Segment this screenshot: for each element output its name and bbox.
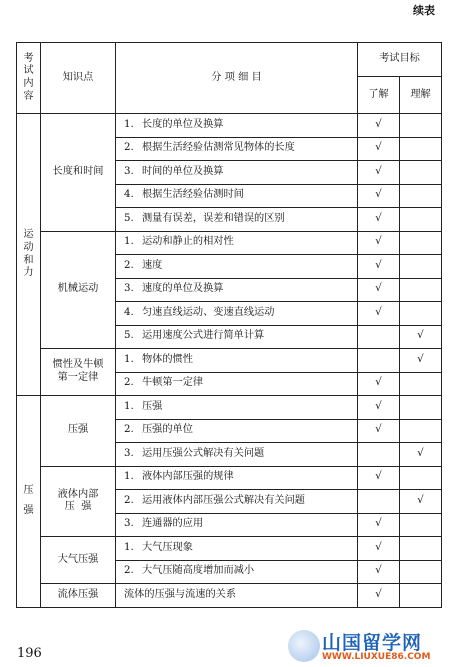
detail-cell	[116, 419, 358, 443]
understand-cell	[358, 490, 400, 514]
detail-cell	[116, 325, 358, 349]
understand-cell: √	[358, 466, 400, 490]
item-text: 运用速度公式进行简单计算	[142, 330, 265, 342]
item-number: 2.	[124, 259, 134, 271]
knowledge-liquid-pressure: 液体内部 压 强	[41, 466, 116, 537]
comprehend-cell	[400, 466, 442, 490]
understand-cell: √	[358, 560, 400, 584]
header-knowledge-point: 知识点	[41, 43, 116, 114]
detail-cell	[116, 278, 358, 302]
comprehend-cell	[400, 184, 442, 208]
detail-cell	[116, 161, 358, 185]
detail-cell	[116, 137, 358, 161]
table-row	[17, 349, 442, 373]
comprehend-cell	[400, 584, 442, 608]
item-number: 1.	[124, 236, 134, 248]
comprehend-cell	[400, 208, 442, 232]
comprehend-cell	[400, 231, 442, 255]
table-row	[17, 537, 442, 561]
comprehend-cell: √	[400, 325, 442, 349]
knowledge-length-time: 长度和时间	[41, 114, 116, 232]
item-text: 连通器的应用	[142, 518, 204, 530]
item-text: 匀速直线运动、变速直线运动	[142, 306, 275, 318]
header-comprehend: 理解	[400, 77, 442, 114]
detail-cell	[116, 208, 358, 232]
item-number: 5.	[124, 330, 134, 342]
comprehend-cell	[400, 137, 442, 161]
understand-cell: √	[358, 208, 400, 232]
understand-cell: √	[358, 278, 400, 302]
header-exam-target: 考试目标	[358, 43, 442, 77]
item-number: 1.	[124, 400, 134, 412]
understand-cell: √	[358, 302, 400, 326]
item-text: 速度	[142, 259, 163, 271]
detail-cell	[116, 490, 358, 514]
item-number: 3.	[124, 447, 134, 459]
item-text: 压强	[142, 400, 163, 412]
comprehend-cell	[400, 161, 442, 185]
item-text: 流体的压强与流速的关系	[124, 588, 237, 600]
item-number: 5.	[124, 212, 134, 224]
detail-cell	[116, 114, 358, 138]
detail-cell	[116, 537, 358, 561]
item-text: 时间的单位及换算	[142, 165, 224, 177]
item-text: 压强的单位	[142, 424, 193, 436]
item-text: 测量有误差，误差和错误的区别	[142, 212, 285, 224]
understand-cell	[358, 325, 400, 349]
comprehend-cell	[400, 372, 442, 396]
item-number: 2.	[124, 424, 134, 436]
item-number: 4.	[124, 306, 134, 318]
watermark-url: WWW.LIUXUE86.COM	[322, 652, 431, 662]
item-number: 1.	[124, 471, 134, 483]
detail-cell	[116, 396, 358, 420]
detail-cell	[116, 184, 358, 208]
knowledge-pressure: 压强	[41, 396, 116, 467]
comprehend-cell	[400, 560, 442, 584]
category-motion-force: 运 动 和 力	[17, 114, 41, 396]
header-category: 考 试 内 容	[17, 43, 41, 114]
detail-cell	[116, 584, 358, 608]
item-text: 根据生活经验估测常见物体的长度	[142, 142, 295, 154]
comprehend-cell	[400, 114, 442, 138]
detail-cell	[116, 443, 358, 467]
detail-cell	[116, 372, 358, 396]
comprehend-cell	[400, 302, 442, 326]
globe-icon	[288, 630, 320, 662]
comprehend-cell	[400, 255, 442, 279]
item-text: 运动和静止的相对性	[142, 236, 234, 248]
detail-cell	[116, 513, 358, 537]
understand-cell	[358, 443, 400, 467]
item-text: 液体内部压强的规律	[142, 471, 234, 483]
understand-cell: √	[358, 114, 400, 138]
understand-cell: √	[358, 184, 400, 208]
continued-label: 续表	[413, 4, 435, 17]
understand-cell: √	[358, 372, 400, 396]
comprehend-cell	[400, 278, 442, 302]
table-row	[17, 466, 442, 490]
understand-cell	[358, 349, 400, 373]
table-row	[17, 584, 442, 608]
watermark-logo-text: 山国留学网	[322, 632, 423, 654]
item-text: 大气压随高度增加而减小	[142, 565, 255, 577]
understand-cell: √	[358, 255, 400, 279]
item-text: 速度的单位及换算	[142, 283, 224, 295]
detail-cell	[116, 560, 358, 584]
item-number: 3.	[124, 518, 134, 530]
item-number: 2.	[124, 565, 134, 577]
understand-cell: √	[358, 396, 400, 420]
exam-outline-table	[16, 42, 442, 608]
item-text: 运用液体内部压强公式解决有关问题	[142, 494, 305, 506]
item-number: 1.	[124, 541, 134, 553]
comprehend-cell	[400, 419, 442, 443]
item-number: 2.	[124, 142, 134, 154]
understand-cell: √	[358, 513, 400, 537]
item-text: 牛顿第一定律	[142, 377, 204, 389]
item-text: 物体的惯性	[142, 353, 193, 365]
comprehend-cell	[400, 537, 442, 561]
table-row	[17, 114, 442, 138]
understand-cell: √	[358, 231, 400, 255]
comprehend-cell	[400, 513, 442, 537]
knowledge-inertia-newton: 惯性及牛顿 第一定律	[41, 349, 116, 396]
table-row	[17, 396, 442, 420]
header-understand: 了解	[358, 77, 400, 114]
detail-cell	[116, 302, 358, 326]
item-number: 3.	[124, 283, 134, 295]
item-text: 长度的单位及换算	[142, 118, 224, 130]
item-number: 3.	[124, 165, 134, 177]
item-number: 4.	[124, 189, 134, 201]
item-number: 1.	[124, 118, 134, 130]
knowledge-mechanical-motion: 机械运动	[41, 231, 116, 349]
knowledge-atmospheric-pressure: 大气压强	[41, 537, 116, 584]
understand-cell: √	[358, 584, 400, 608]
item-number: 2.	[124, 377, 134, 389]
detail-cell	[116, 255, 358, 279]
item-number: 1.	[124, 353, 134, 365]
comprehend-cell	[400, 396, 442, 420]
item-number: 2.	[124, 494, 134, 506]
item-text: 大气压现象	[142, 541, 193, 553]
detail-cell	[116, 231, 358, 255]
category-pressure: 压 强	[17, 396, 41, 608]
understand-cell: √	[358, 137, 400, 161]
comprehend-cell: √	[400, 490, 442, 514]
site-watermark-logo	[288, 628, 448, 667]
page-number: 196	[17, 646, 42, 661]
item-text: 运用压强公式解决有关问题	[142, 447, 265, 459]
knowledge-fluid-pressure: 流体压强	[41, 584, 116, 608]
item-text: 根据生活经验估测时间	[142, 189, 244, 201]
detail-cell	[116, 466, 358, 490]
understand-cell: √	[358, 161, 400, 185]
detail-cell	[116, 349, 358, 373]
comprehend-cell: √	[400, 443, 442, 467]
comprehend-cell: √	[400, 349, 442, 373]
understand-cell: √	[358, 537, 400, 561]
header-detail: 分 项 细 目	[116, 43, 358, 114]
understand-cell: √	[358, 419, 400, 443]
table-row	[17, 231, 442, 255]
